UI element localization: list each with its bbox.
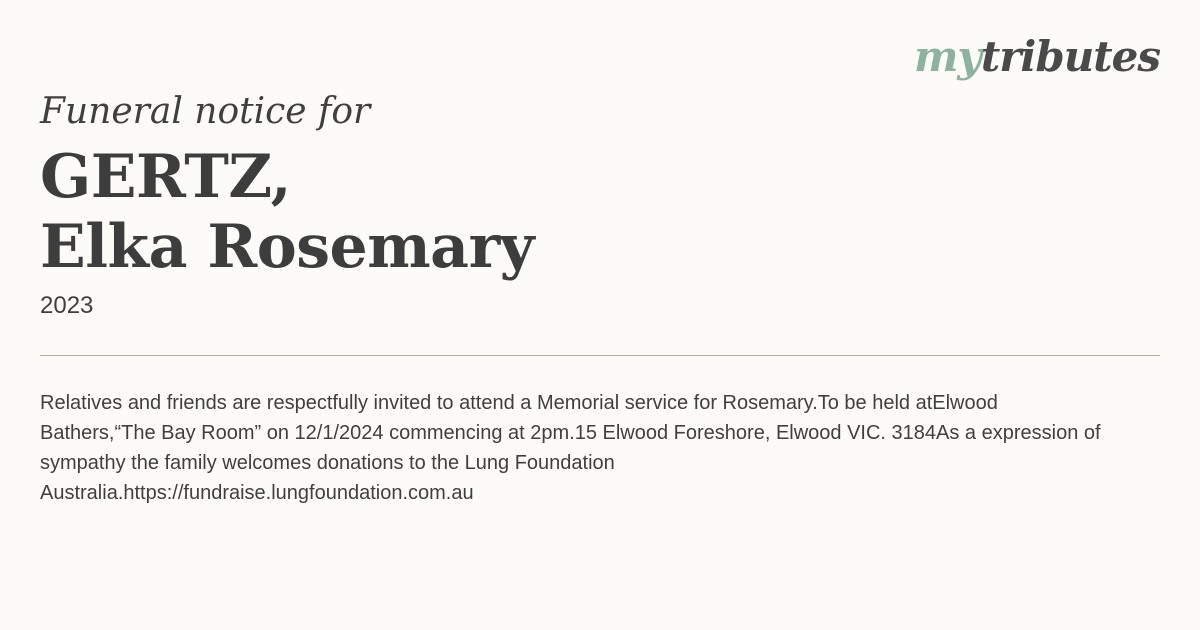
- deceased-name: [40, 142, 534, 282]
- notice-body-line: Australia.https://fundraise.lungfoundation.com.au: [40, 482, 474, 504]
- divider: [40, 355, 1160, 356]
- notice-body-line: Relatives and friends are respectfully invited to attend a Memorial service for Rosemary.To be held atElwood: [40, 392, 998, 414]
- logo-tributes-text: tributes: [980, 32, 1160, 81]
- mytributes-logo[interactable]: [913, 32, 1160, 81]
- notice-intro: Funeral notice for: [40, 91, 371, 132]
- deceased-surname: GERTZ,: [40, 142, 292, 212]
- notice-body: [40, 388, 1180, 508]
- logo-my-text: my: [913, 32, 981, 81]
- notice-year: 2023: [40, 292, 94, 319]
- deceased-given-names: Elka Rosemary: [40, 212, 535, 282]
- notice-body-line: sympathy the family welcomes donations to the Lung Foundation: [40, 452, 615, 474]
- notice-body-line: Bathers,“The Bay Room” on 12/1/2024 commencing at 2pm.15 Elwood Foreshore, Elwood VIC. 3184As a expression of: [40, 422, 1101, 444]
